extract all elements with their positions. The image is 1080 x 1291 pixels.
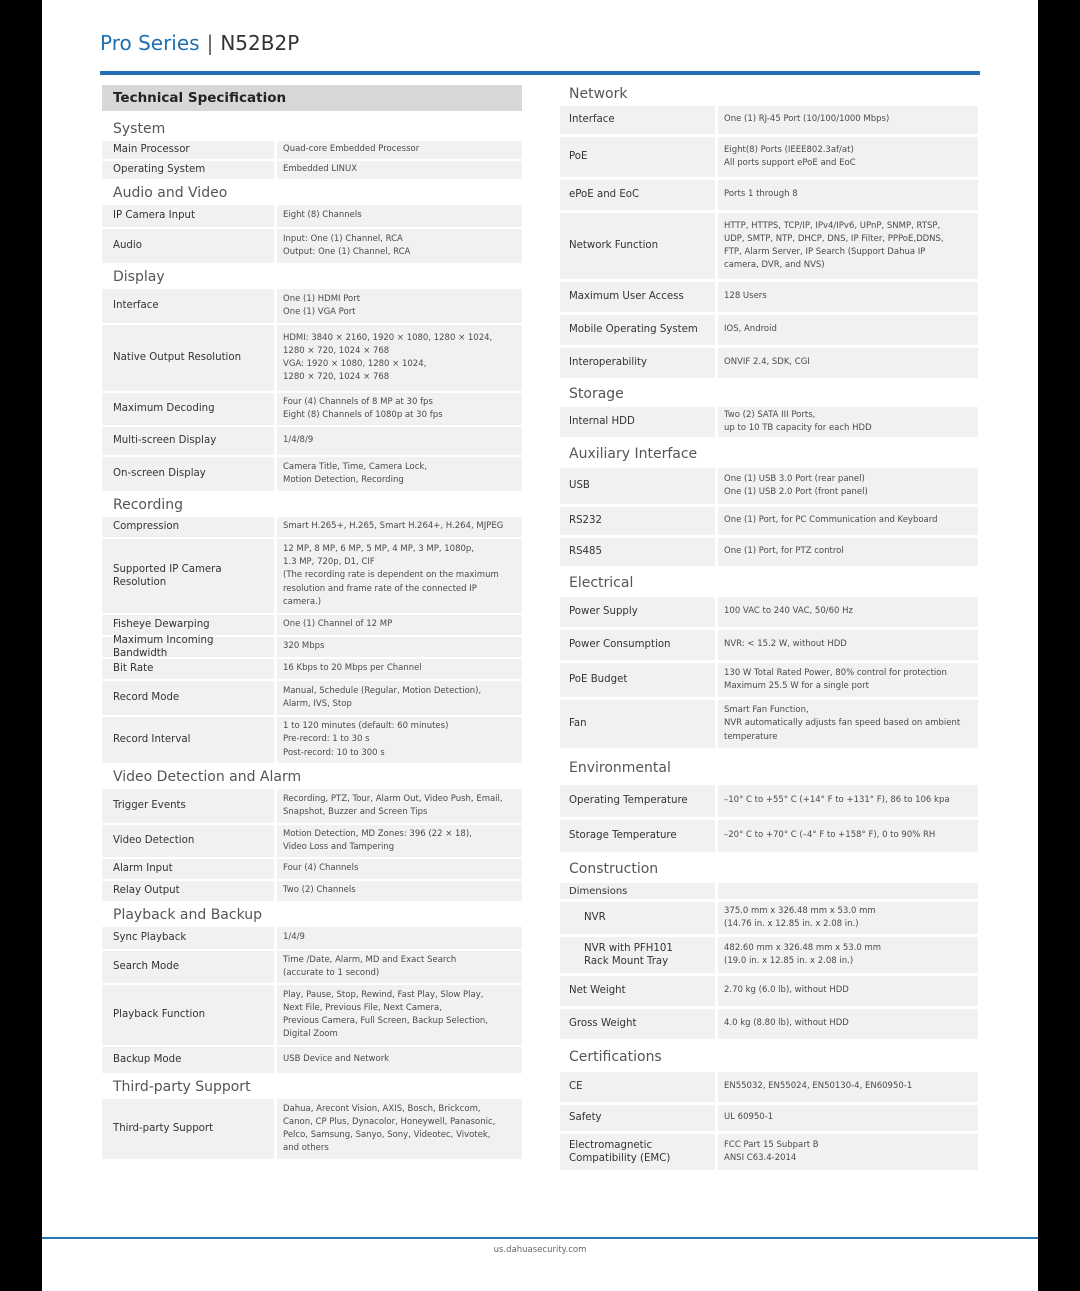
spec-key: RS485 <box>560 538 715 566</box>
spec-value: 12 MP, 8 MP, 6 MP, 5 MP, 4 MP, 3 MP, 1080p, 1.3 MP, 720p, D1, CIF (The recording rate is dependent on the maximum resolution and frame rate of the connected IP camera.) <box>277 539 522 613</box>
spec-value: NVR: < 15.2 W, without HDD <box>718 630 978 660</box>
title-separator: | <box>206 31 214 55</box>
spec-row <box>560 700 978 748</box>
spec-key: Alarm Input <box>102 859 274 879</box>
spec-key: PoE <box>560 137 715 177</box>
spec-key: Dimensions <box>560 883 715 899</box>
spec-row <box>102 229 522 263</box>
section-title-system: System <box>113 121 166 137</box>
spec-value: Time /Date, Alarm, MD and Exact Search (accurate to 1 second) <box>277 951 522 983</box>
spec-row <box>102 141 522 159</box>
spec-value: 482.60 mm x 326.48 mm x 53.0 mm (19.0 in. x 12.85 in. x 2.08 in.) <box>718 937 978 973</box>
spec-value: Dahua, Arecont Vision, AXIS, Bosch, Brickcom, Canon, CP Plus, Dynacolor, Honeywell, Panasonic, Pelco, Samsung, Sanyo, Sony, Videotec, Vivotek, and others <box>277 1099 522 1159</box>
right-column <box>560 82 978 1173</box>
section-title-video-detection: Video Detection and Alarm <box>113 769 302 785</box>
spec-row <box>560 348 978 378</box>
spec-value: 1 to 120 minutes (default: 60 minutes) Pre-record: 1 to 30 s Post-record: 10 to 300 s <box>277 717 522 763</box>
spec-key: Power Consumption <box>560 630 715 660</box>
spec-row <box>102 825 522 857</box>
model-name: N52B2P <box>220 31 300 55</box>
spec-row <box>560 937 978 973</box>
spec-row <box>102 289 522 323</box>
section-title-playback: Playback and Backup <box>113 907 263 923</box>
spec-value: 1/4/8/9 <box>277 427 522 455</box>
spec-row <box>102 539 522 613</box>
spec-key: Third-party Support <box>102 1099 274 1159</box>
spec-row <box>560 180 978 210</box>
spec-row <box>102 927 522 949</box>
spec-key: Audio <box>102 229 274 263</box>
spec-key: Backup Mode <box>102 1047 274 1073</box>
section-title-network: Network <box>569 86 628 102</box>
spec-key: Network Function <box>560 213 715 279</box>
spec-row <box>560 820 978 852</box>
spec-row <box>102 717 522 763</box>
spec-key: Power Supply <box>560 597 715 627</box>
spec-value: HDMI: 3840 × 2160, 1920 × 1080, 1280 × 1024, 1280 × 720, 1024 × 768 VGA: 1920 × 1080, 1280 × 1024, 1280 × 720, 1024 × 768 <box>277 325 522 391</box>
spec-row <box>102 985 522 1045</box>
spec-value: Embedded LINUX <box>277 161 522 179</box>
spec-value: 4.0 kg (8.80 lb), without HDD <box>718 1009 978 1039</box>
spec-key: Interoperability <box>560 348 715 378</box>
spec-row <box>102 161 522 179</box>
spec-value: 2.70 kg (6.0 lb), without HDD <box>718 976 978 1006</box>
spec-value: Two (2) SATA III Ports, up to 10 TB capacity for each HDD <box>718 407 978 437</box>
spec-row <box>102 205 522 227</box>
spec-row <box>560 902 978 934</box>
spec-key: Interface <box>560 106 715 134</box>
spec-row <box>102 427 522 455</box>
spec-value: 128 Users <box>718 282 978 312</box>
spec-value: Play, Pause, Stop, Rewind, Fast Play, Slow Play, Next File, Previous File, Next Camera, Previous Camera, Full Screen, Backup Selection, Digital Zoom <box>277 985 522 1045</box>
spec-value: 1/4/9 <box>277 927 522 949</box>
spec-value: Eight (8) Channels <box>277 205 522 227</box>
spec-value: FCC Part 15 Subpart B ANSI C63.4-2014 <box>718 1134 978 1170</box>
spec-key: Storage Temperature <box>560 820 715 852</box>
spec-key: Electromagnetic Compatibility (EMC) <box>560 1134 715 1170</box>
spec-key: RS232 <box>560 507 715 535</box>
section-title-environmental: Environmental <box>569 760 671 776</box>
spec-value: One (1) Port, for PC Communication and Keyboard <box>718 507 978 535</box>
spec-row <box>560 213 978 279</box>
section-title-recording: Recording <box>113 497 184 513</box>
spec-heading: Technical Specification <box>102 85 522 111</box>
spec-key: PoE Budget <box>560 663 715 697</box>
spec-row <box>102 1099 522 1159</box>
spec-value: Camera Title, Time, Camera Lock, Motion Detection, Recording <box>277 457 522 491</box>
spec-value: –10° C to +55° C (+14° F to +131° F), 86 to 106 kpa <box>718 785 978 817</box>
spec-value: –20° C to +70° C (–4° F to +158° F), 0 to 90% RH <box>718 820 978 852</box>
spec-value: Two (2) Channels <box>277 881 522 901</box>
spec-row <box>102 859 522 879</box>
spec-key: CE <box>560 1072 715 1102</box>
spec-key: Compression <box>102 517 274 537</box>
spec-row <box>560 785 978 817</box>
spec-row <box>102 1047 522 1073</box>
spec-key: Search Mode <box>102 951 274 983</box>
spec-key: Video Detection <box>102 825 274 857</box>
spec-row <box>102 659 522 679</box>
spec-value: Smart Fan Function, NVR automatically adjusts fan speed based on ambient temperature <box>718 700 978 748</box>
datasheet-page <box>42 0 1038 1291</box>
spec-key: Operating System <box>102 161 274 179</box>
footer-url: us.dahuasecurity.com <box>493 1245 587 1255</box>
spec-key: Net Weight <box>560 976 715 1006</box>
spec-row <box>102 517 522 537</box>
spec-row <box>560 1009 978 1039</box>
spec-value: 320 Mbps <box>277 637 522 657</box>
spec-key: Fan <box>560 700 715 748</box>
spec-key: Relay Output <box>102 881 274 901</box>
section-title-audio-video: Audio and Video <box>113 185 228 201</box>
spec-key: USB <box>560 468 715 504</box>
spec-key: Maximum Incoming Bandwidth <box>102 637 274 657</box>
spec-key: NVR <box>560 902 715 934</box>
spec-key: Mobile Operating System <box>560 315 715 345</box>
spec-row <box>560 1134 978 1170</box>
spec-key: Internal HDD <box>560 407 715 437</box>
spec-value: 375.0 mm x 326.48 mm x 53.0 mm (14.76 in. x 12.85 in. x 2.08 in.) <box>718 902 978 934</box>
spec-value: IOS, Android <box>718 315 978 345</box>
spec-row <box>560 507 978 535</box>
spec-value: Manual, Schedule (Regular, Motion Detection), Alarm, IVS, Stop <box>277 681 522 715</box>
spec-key: Maximum Decoding <box>102 393 274 425</box>
spec-row <box>560 282 978 312</box>
spec-value <box>718 883 978 899</box>
spec-value: One (1) Channel of 12 MP <box>277 615 522 635</box>
spec-key: Sync Playback <box>102 927 274 949</box>
spec-row <box>102 634 522 659</box>
spec-row <box>102 615 522 635</box>
spec-row <box>102 393 522 425</box>
spec-key: Record Mode <box>102 681 274 715</box>
footer-rule <box>42 1237 1038 1239</box>
spec-value: Four (4) Channels of 8 MP at 30 fps Eight (8) Channels of 1080p at 30 fps <box>277 393 522 425</box>
spec-value: Four (4) Channels <box>277 859 522 879</box>
spec-value: One (1) RJ-45 Port (10/100/1000 Mbps) <box>718 106 978 134</box>
spec-key: Playback Function <box>102 985 274 1045</box>
section-title-auxiliary: Auxiliary Interface <box>569 446 698 462</box>
spec-value: USB Device and Network <box>277 1047 522 1073</box>
spec-row <box>102 325 522 391</box>
spec-value: EN55032, EN55024, EN50130-4, EN60950-1 <box>718 1072 978 1102</box>
spec-key: Interface <box>102 289 274 323</box>
spec-row <box>102 789 522 823</box>
spec-key: Maximum User Access <box>560 282 715 312</box>
spec-key: ePoE and EoC <box>560 180 715 210</box>
spec-value: Ports 1 through 8 <box>718 180 978 210</box>
spec-value: One (1) Port, for PTZ control <box>718 538 978 566</box>
spec-row <box>560 468 978 504</box>
spec-row <box>102 681 522 715</box>
spec-value: Smart H.265+, H.265, Smart H.264+, H.264, MJPEG <box>277 517 522 537</box>
section-title-display: Display <box>113 269 165 285</box>
series-name: Pro Series <box>100 31 200 55</box>
spec-value: Input: One (1) Channel, RCA Output: One (1) Channel, RCA <box>277 229 522 263</box>
section-title-construction: Construction <box>569 861 659 877</box>
spec-value: 100 VAC to 240 VAC, 50/60 Hz <box>718 597 978 627</box>
spec-value: Motion Detection, MD Zones: 396 (22 × 18), Video Loss and Tampering <box>277 825 522 857</box>
spec-row <box>560 976 978 1006</box>
spec-row <box>560 315 978 345</box>
left-column <box>102 85 522 1161</box>
spec-row <box>560 538 978 566</box>
spec-key: Supported IP Camera Resolution <box>102 539 274 613</box>
spec-key: Operating Temperature <box>560 785 715 817</box>
section-title-certifications: Certifications <box>569 1049 662 1065</box>
spec-row <box>560 1072 978 1102</box>
spec-key: Fisheye Dewarping <box>102 615 274 635</box>
spec-key: Native Output Resolution <box>102 325 274 391</box>
spec-row <box>560 663 978 697</box>
spec-key: On-screen Display <box>102 457 274 491</box>
spec-key: Main Processor <box>102 141 274 159</box>
spec-value: Eight(8) Ports (IEEE802.3af/at) All ports support ePoE and EoC <box>718 137 978 177</box>
header-rule <box>100 71 980 75</box>
spec-value: One (1) USB 3.0 Port (rear panel) One (1) USB 2.0 Port (front panel) <box>718 468 978 504</box>
spec-key: Trigger Events <box>102 789 274 823</box>
spec-key: IP Camera Input <box>102 205 274 227</box>
spec-value: One (1) HDMI Port One (1) VGA Port <box>277 289 522 323</box>
section-title-electrical: Electrical <box>569 575 634 591</box>
spec-key: Record Interval <box>102 717 274 763</box>
spec-row <box>560 407 978 437</box>
spec-key: Bit Rate <box>102 659 274 679</box>
spec-row <box>560 597 978 627</box>
spec-value: 16 Kbps to 20 Mbps per Channel <box>277 659 522 679</box>
page-title <box>100 31 299 55</box>
spec-value: Recording, PTZ, Tour, Alarm Out, Video Push, Email, Snapshot, Buzzer and Screen Tips <box>277 789 522 823</box>
spec-value: UL 60950-1 <box>718 1105 978 1131</box>
section-title-storage: Storage <box>569 386 624 402</box>
spec-row <box>102 951 522 983</box>
spec-value: ONVIF 2.4, SDK, CGI <box>718 348 978 378</box>
spec-row <box>102 881 522 901</box>
spec-row <box>560 1105 978 1131</box>
spec-row <box>560 883 978 899</box>
section-title-third-party: Third-party Support <box>113 1079 251 1095</box>
spec-key: Multi-screen Display <box>102 427 274 455</box>
spec-row <box>560 137 978 177</box>
spec-key: Gross Weight <box>560 1009 715 1039</box>
spec-value: 130 W Total Rated Power, 80% control for protection Maximum 25.5 W for a single port <box>718 663 978 697</box>
spec-key: Safety <box>560 1105 715 1131</box>
spec-value: HTTP, HTTPS, TCP/IP, IPv4/IPv6, UPnP, SNMP, RTSP, UDP, SMTP, NTP, DHCP, DNS, IP Filter, PPPoE,DDNS, FTP, Alarm Server, IP Search (Support Dahua IP camera, DVR, and NVS) <box>718 213 978 279</box>
spec-row <box>560 630 978 660</box>
spec-value: Quad-core Embedded Processor <box>277 141 522 159</box>
spec-row <box>560 106 978 134</box>
spec-key: NVR with PFH101 Rack Mount Tray <box>560 937 715 973</box>
spec-row <box>102 457 522 491</box>
